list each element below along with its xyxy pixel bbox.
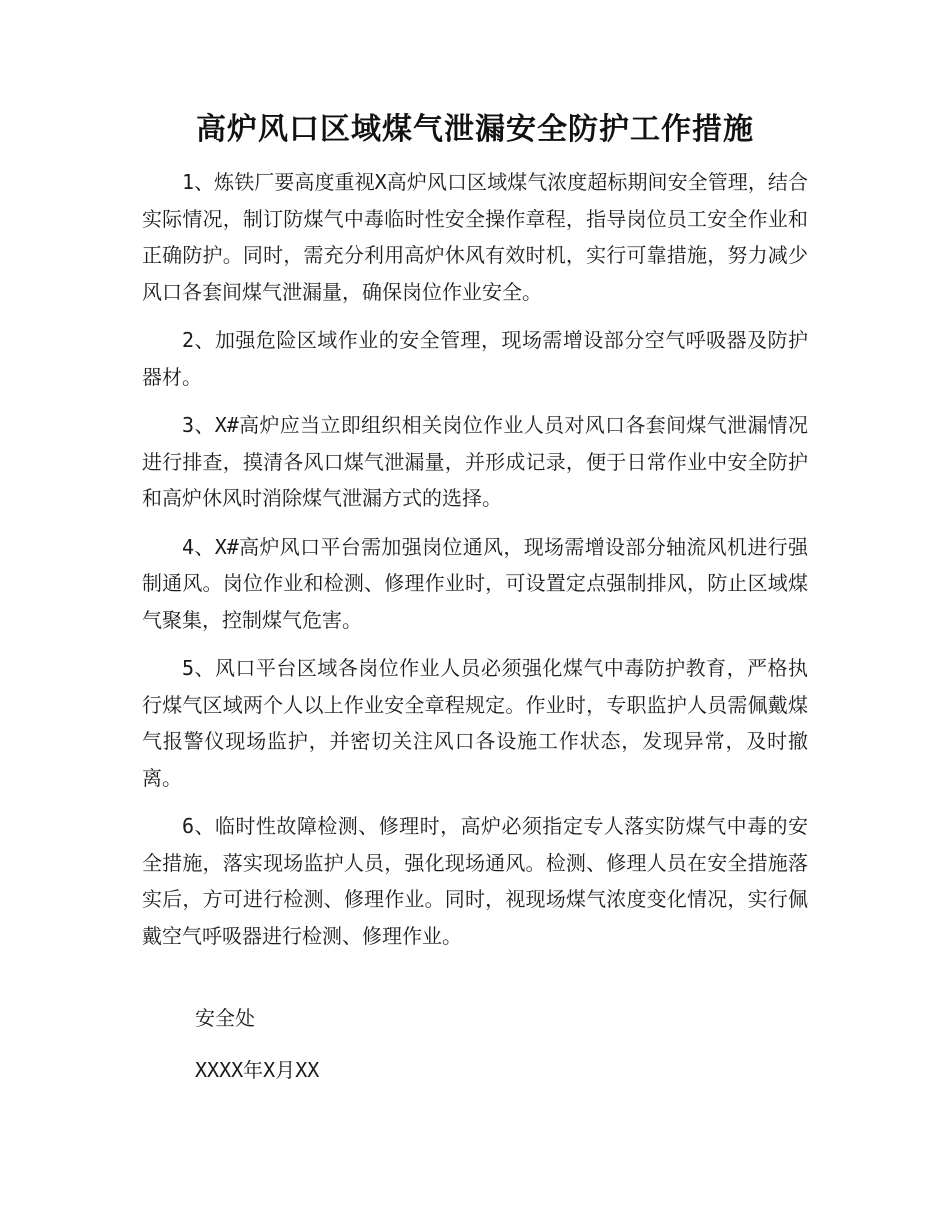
paragraph-3: 3、X#高炉应当立即组织相关岗位作业人员对风口各套间煤气泄漏情况进行排查，摸清各风口煤气泄漏量，并形成记录，便于日常作业中安全防护和高炉休风时消除煤气泄漏方式的选择。 xyxy=(142,413,808,510)
paragraph-6: 6、临时性故障检测、修理时，高炉必须指定专人落实防煤气中毒的安全措施，落实现场监护人员，强化现场通风。检测、修理人员在安全措施落实后，方可进行检测、修理作业。同时，视现场煤气浓度变化情况，实行佩戴空气呼吸器进行检测、修理作业。 xyxy=(142,814,808,948)
signature-department: 安全处 xyxy=(195,1006,255,1030)
paragraph-5: 5、风口平台区域各岗位作业人员必须强化煤气中毒防护教育，严格执行煤气区域两个人以上作业安全章程规定。作业时，专职监护人员需佩戴煤气报警仪现场监护，并密切关注风口各设施工作状态，发现异常，及时撤离。 xyxy=(142,656,808,790)
signature-date: XXXX年X月XX xyxy=(195,1058,320,1082)
paragraph-1: 1、炼铁厂要高度重视X高炉风口区域煤气浓度超标期间安全管理，结合实际情况，制订防煤气中毒临时性安全操作章程，指导岗位员工安全作业和正确防护。同时，需充分利用高炉休风有效时机，实行可靠措施，努力减少风口各套间煤气泄漏量，确保岗位作业安全。 xyxy=(142,170,808,304)
document-title: 高炉风口区域煤气泄漏安全防护工作措施 xyxy=(196,112,754,147)
paragraph-4: 4、X#高炉风口平台需加强岗位通风，现场需增设部分轴流风机进行强制通风。岗位作业和检测、修理作业时，可设置定点强制排风，防止区域煤气聚集，控制煤气危害。 xyxy=(142,534,808,632)
paragraph-2: 2、加强危险区域作业的安全管理，现场需增设部分空气呼吸器及防护器材。 xyxy=(142,328,808,389)
document-body xyxy=(142,164,808,966)
